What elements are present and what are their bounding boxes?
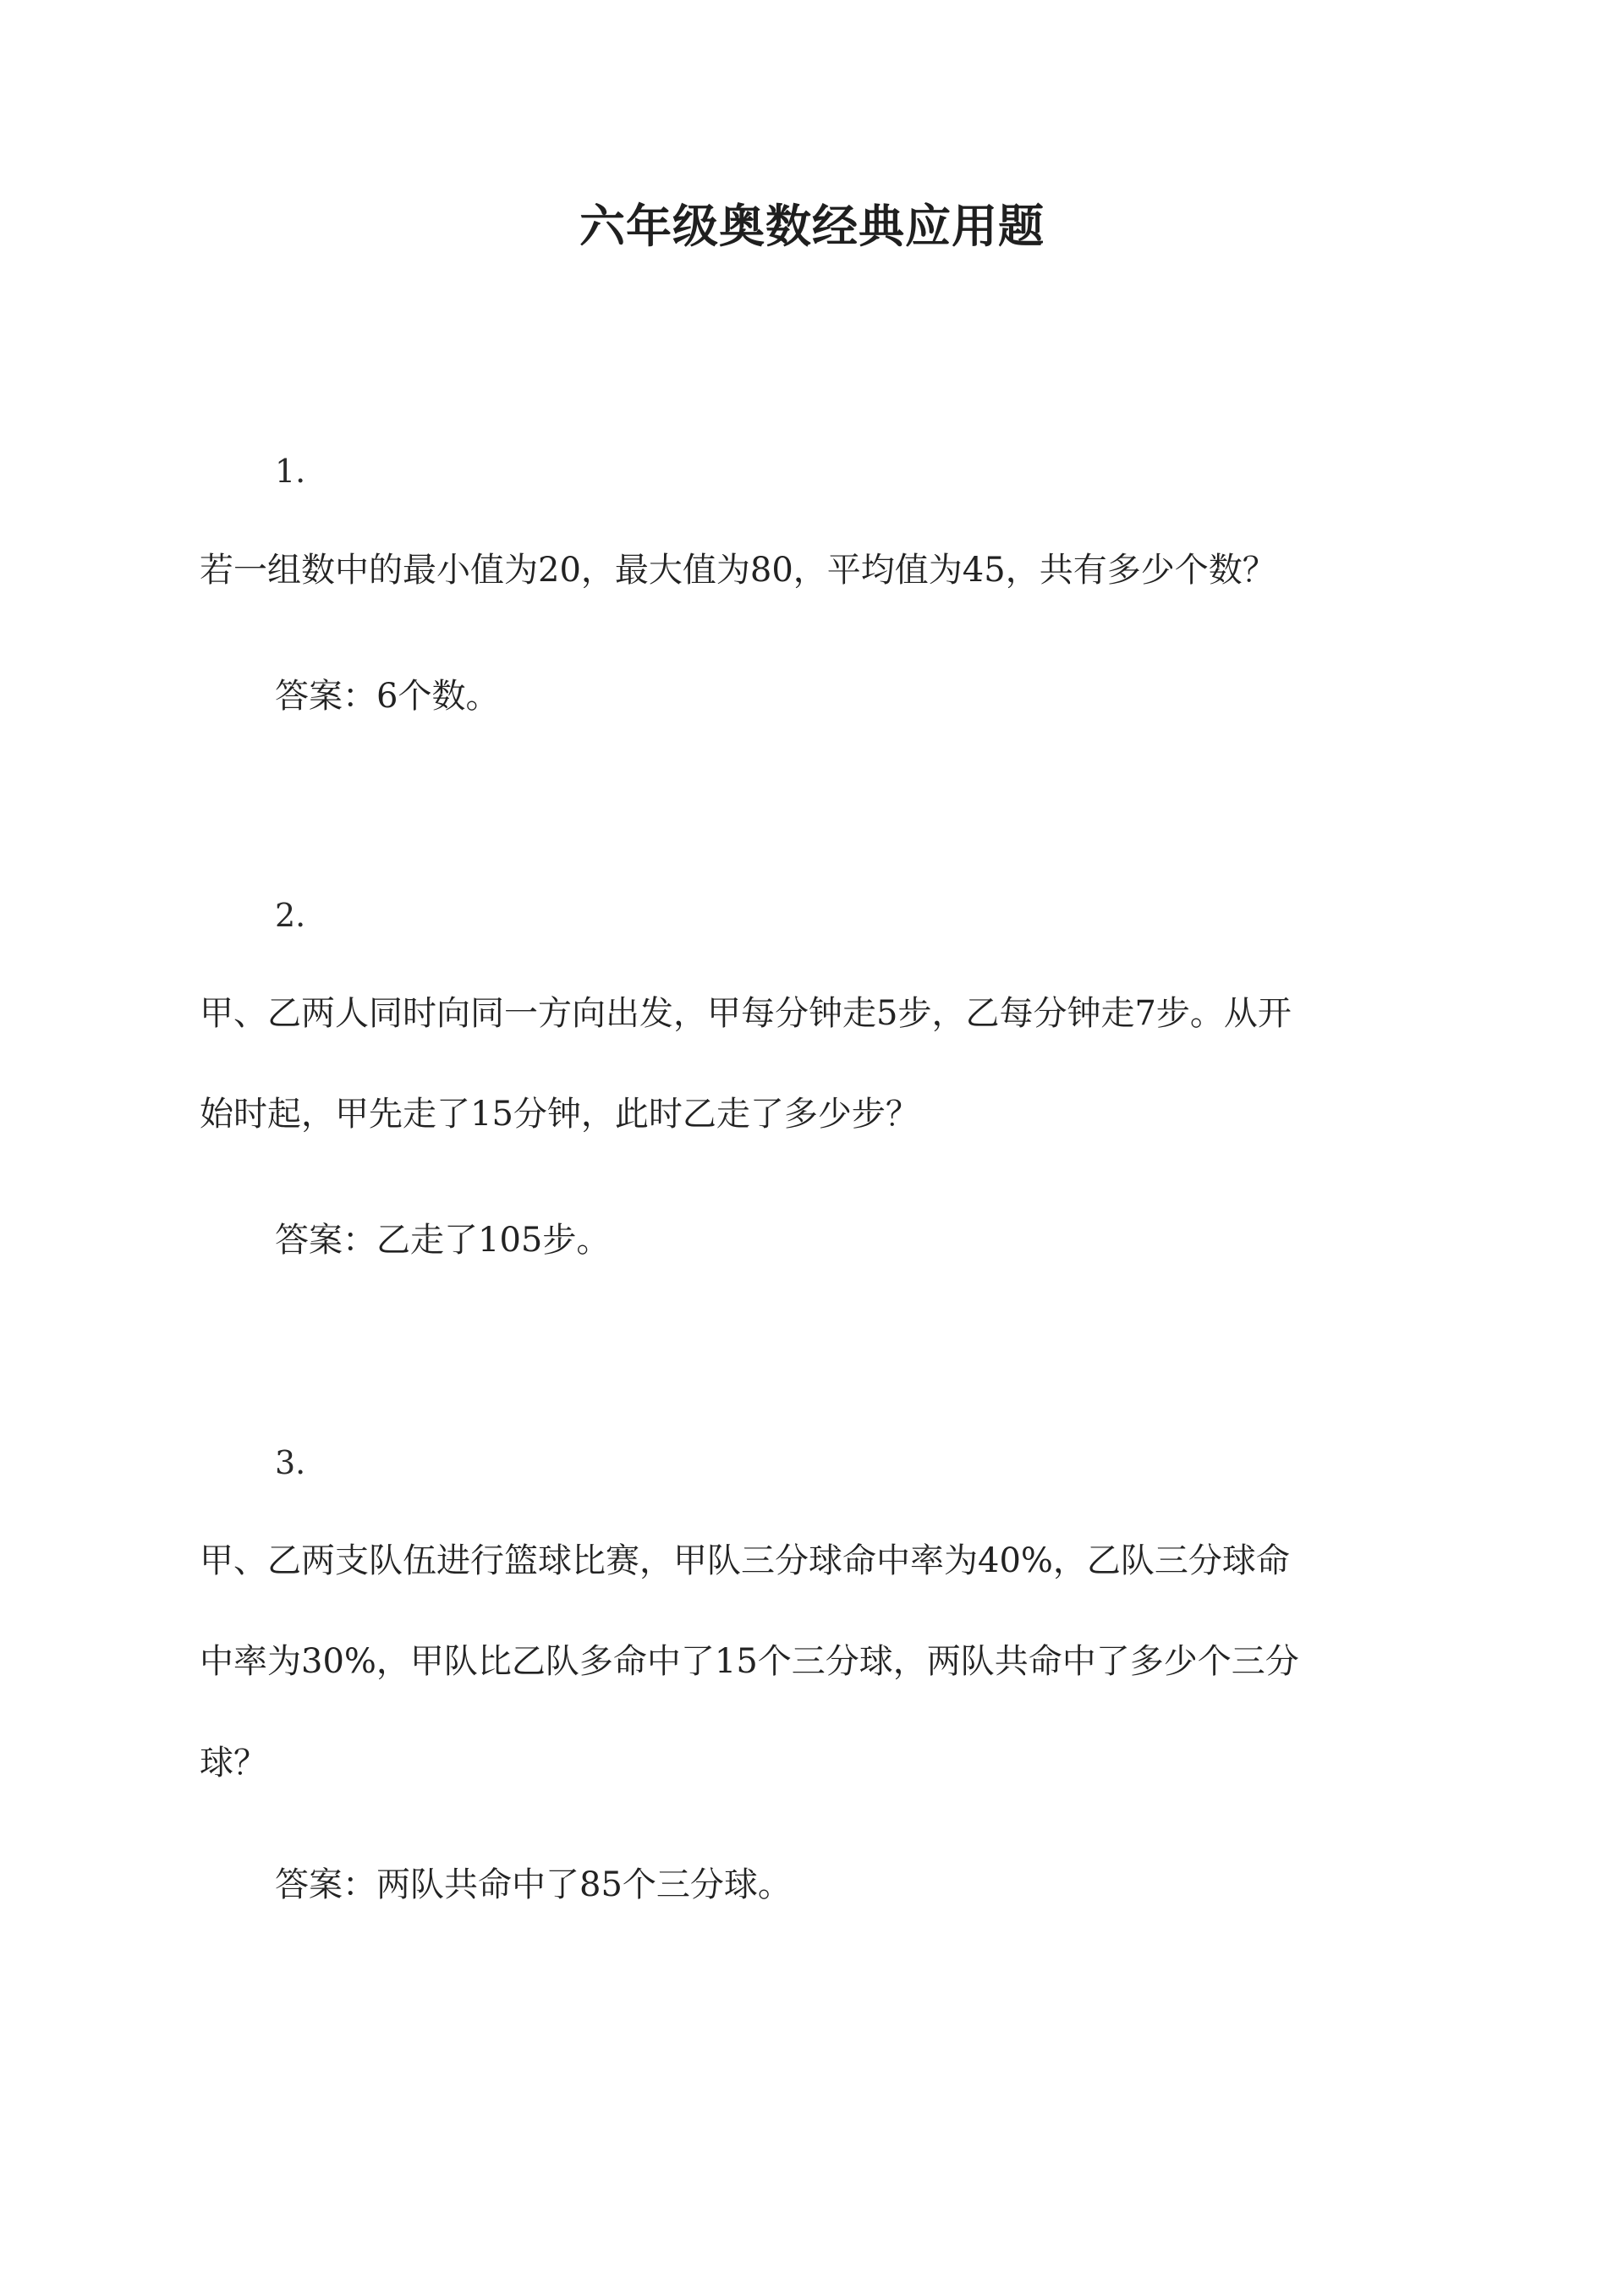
problem-1-answer: 答案：6个数。 xyxy=(275,677,500,716)
problem-3-number: 3. xyxy=(275,1444,306,1481)
problem-3-line-1: 甲、乙两支队伍进行篮球比赛，甲队三分球命中率为40%，乙队三分球命 xyxy=(200,1541,1290,1580)
document-title: 六年级奥数经典应用题 xyxy=(579,199,1045,253)
problem-2-line-1: 甲、乙两人同时向同一方向出发，甲每分钟走5步，乙每分钟走7步。从开 xyxy=(200,994,1292,1033)
problem-2-number: 2. xyxy=(275,897,306,934)
problem-3-answer: 答案：两队共命中了85个三分球。 xyxy=(275,1865,792,1904)
problem-3-line-2: 中率为30%，甲队比乙队多命中了15个三分球，两队共命中了多少个三分 xyxy=(200,1642,1299,1681)
problem-1-line-1: 若一组数中的最小值为20，最大值为80，平均值为45，共有多少个数？ xyxy=(200,551,1276,590)
problem-2-line-2: 始时起，甲先走了15分钟，此时乙走了多少步？ xyxy=(200,1095,919,1134)
problem-2-answer: 答案：乙走了105步。 xyxy=(275,1221,611,1260)
problem-3-line-3: 球？ xyxy=(200,1744,267,1782)
problem-1-number: 1. xyxy=(275,453,306,490)
